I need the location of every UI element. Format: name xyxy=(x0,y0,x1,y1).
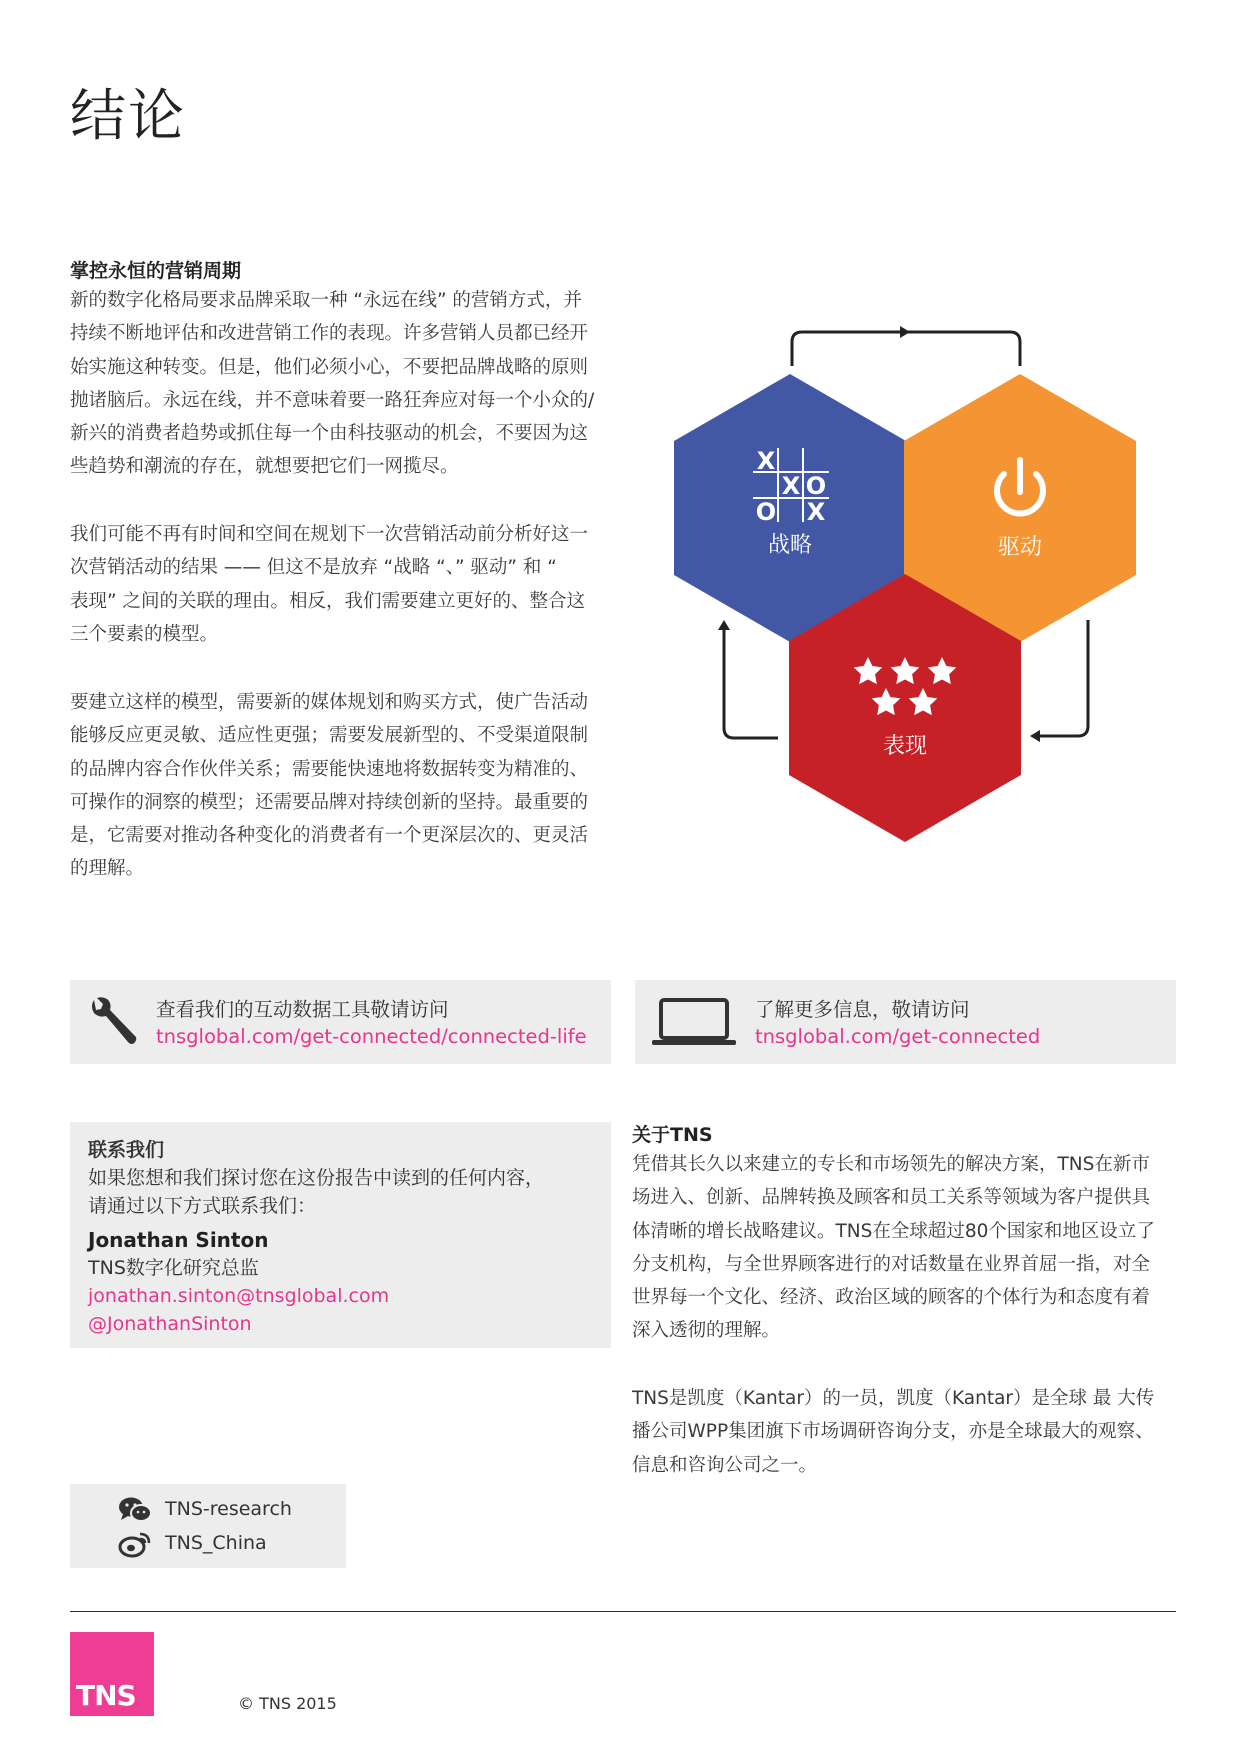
wechat-account[interactable]: TNS-research xyxy=(165,1498,292,1520)
contact-role: TNS数字化研究总监 xyxy=(88,1257,259,1279)
connected-life-link[interactable]: tnsglobal.com/get-connected/connected-life xyxy=(156,1025,587,1048)
laptop-icon xyxy=(651,997,737,1047)
drive-label: 驱动 xyxy=(997,535,1043,560)
copyright-text: © TNS 2015 xyxy=(238,1694,337,1713)
more-info-box xyxy=(635,980,1176,1064)
intro-paragraph-3: 要建立这样的模型，需要新的媒体规划和购买方式，使广告活动 能够反应更灵敏、适应性更强；需要发展新型的、不受渠道限制 的品牌内容合作伙伴关系；需要能快速地将数据转变为精准的、 可操作的洞察的模型；还需要品牌对持续创新的坚持。最重要的 是，它需要对推动各种变化的消费者有一个更深层次的、更灵活 的理解。 xyxy=(70,692,589,880)
about-heading: 关于TNS xyxy=(632,1124,713,1146)
get-connected-link[interactable]: tnsglobal.com/get-connected xyxy=(755,1025,1041,1048)
wechat-icon xyxy=(118,1496,152,1524)
strategy-label: 战略 xyxy=(767,533,813,558)
hexagon-cycle-diagram xyxy=(650,310,1170,850)
contact-heading: 联系我们 xyxy=(88,1139,165,1161)
top-arrow-line xyxy=(792,332,1020,366)
svg-text:X: X xyxy=(806,498,826,526)
about-paragraph-2: TNS是凯度（Kantar）的一员，凯度（Kantar）是全球 最 大传 播公司WPP集团旗下市场调研咨询分支，亦是全球最大的观察、 信息和咨询公司之一。 xyxy=(632,1388,1155,1476)
interactive-tool-box xyxy=(70,980,611,1064)
social-box xyxy=(70,1484,346,1568)
svg-text:X: X xyxy=(756,447,776,475)
svg-text:O: O xyxy=(805,472,827,500)
contact-name: Jonathan Sinton xyxy=(88,1228,269,1252)
page-title: 结论 xyxy=(70,84,186,149)
left-arrow-line xyxy=(724,630,778,738)
contact-email-link[interactable]: jonathan.sinton@tnsglobal.com xyxy=(88,1285,390,1307)
svg-text:X: X xyxy=(781,472,801,500)
contact-line-2: 请通过以下方式联系我们： xyxy=(88,1195,317,1217)
contact-twitter-link[interactable]: @JonathanSinton xyxy=(88,1313,252,1335)
about-paragraph-1: 凭借其长久以来建立的专长和市场领先的解决方案，TNS在新市 场进入、创新、品牌转换及顾客和员工关系等领域为客户提供具 体清晰的增长战略建议。TNS在全球超过80个国家和地区设立了 分支机构，与全世界顾客进行的对话数量在业界首屈一指，对全 世界每一个文化、经济、政治区域的顾客的个体行为和态度有着 深入透彻的理解。 xyxy=(632,1154,1155,1342)
contact-line-1: 如果您想和我们探讨您在这份报告中读到的任何内容， xyxy=(88,1167,545,1189)
performance-label: 表现 xyxy=(882,734,928,759)
top-arrow-head xyxy=(900,326,910,338)
left-arrow-head xyxy=(718,620,730,630)
svg-text:O: O xyxy=(755,498,777,526)
wrench-icon xyxy=(88,996,138,1048)
weibo-icon xyxy=(118,1530,152,1558)
contact-box xyxy=(70,1122,611,1348)
intro-paragraph-1: 新的数字化格局要求品牌采取一种 “永远在线” 的营销方式，并 持续不断地评估和改进营销工作的表现。许多营销人员都已经开 始实施这种转变。但是，他们必须小心，不要把品牌战略的原则 抛诸脑后。永远在线，并不意味着要一路狂奔应对每一个小众的/ 新兴的消费者趋势或抓住每一个由科技驱动的机会，不要因为这 些趋势和潮流的存在，就想要把它们一网揽尽。 xyxy=(70,290,595,478)
right-arrow-line xyxy=(1038,620,1088,736)
intro-heading: 掌控永恒的营销周期 xyxy=(70,260,242,282)
tns-logo: TNS xyxy=(70,1632,154,1716)
intro-paragraph-2: 我们可能不再有时间和空间在规划下一次营销活动前分析好这一 次营销活动的结果 —— 但这不是放弃 “战略 “、” 驱动” 和 “ 表现” 之间的关联的理由。相反，我们需要建立更好的、整合这 三个要素的模型。 xyxy=(70,524,589,645)
right-arrow-head xyxy=(1030,730,1040,742)
weibo-account[interactable]: TNS_China xyxy=(165,1532,267,1554)
info-box-text: 了解更多信息，敬请访问 tnsglobal.com/get-connected xyxy=(755,998,1041,1048)
tool-box-text: 查看我们的互动数据工具敬请访问 tnsglobal.com/get-connected/connected-life xyxy=(156,998,587,1048)
footer-divider xyxy=(70,1611,1176,1612)
